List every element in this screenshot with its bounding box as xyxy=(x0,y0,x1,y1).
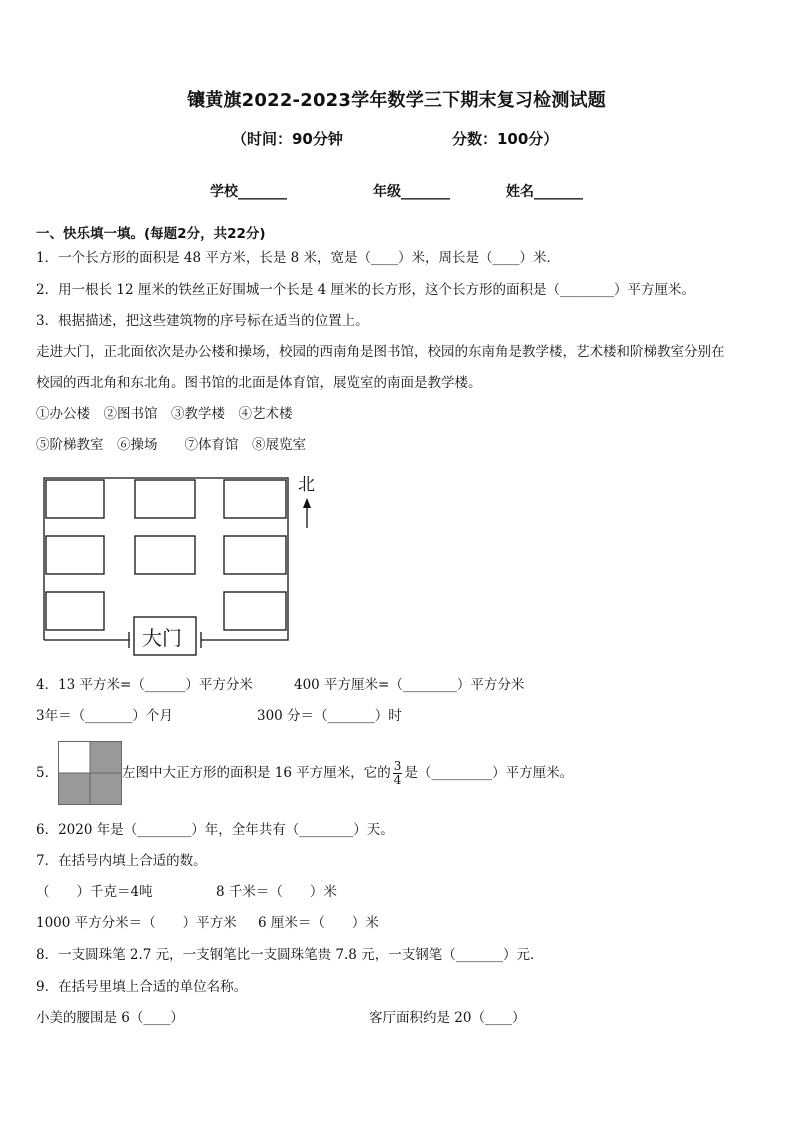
section-heading: 一、快乐填一填。(每题2分，共22分) xyxy=(36,226,266,242)
exam-score: 分数：100分） xyxy=(452,130,559,148)
question-7a: （ ）千克＝4吨 xyxy=(36,884,153,900)
square-shaded-part-1 xyxy=(90,742,122,774)
question-7-lead: 7．在括号内填上合适的数。 xyxy=(36,853,207,869)
question-5-number: 5． xyxy=(36,765,59,781)
north-label: 北 xyxy=(298,475,315,495)
question-3-options-2: ⑤阶梯教室 ⑥操场 ⑦体育馆 ⑧展览室 xyxy=(36,437,306,453)
question-2: 2．用一根长 12 厘米的铁丝正好围城一个长是 4 厘米的长方形，这个长方形的面积是（________）平方厘米。 xyxy=(36,282,696,298)
campus-boundary xyxy=(44,478,288,640)
question-8: 8．一支圆珠笔 2.7 元，一支钢笔比一支圆珠笔贵 7.8 元，一支钢笔（_______）元． xyxy=(36,947,544,963)
question-5-text-after: 是（_________）平方厘米。 xyxy=(404,765,574,781)
question-4a: 4．13 平方米=（______）平方分米 xyxy=(36,677,253,693)
question-5 xyxy=(122,754,573,792)
fraction-numerator: 3 xyxy=(393,759,402,773)
square-shaded-part-3 xyxy=(90,773,122,805)
building-plot-w xyxy=(46,536,104,574)
building-plot-nw xyxy=(46,480,104,518)
fraction xyxy=(393,760,403,787)
school-field: 学校_______ xyxy=(210,184,287,200)
question-3-lead: 3．根据描述，把这些建筑物的序号标在适当的位置上。 xyxy=(36,313,369,329)
building-plot-n xyxy=(135,480,195,518)
question-7c: 1000 平方分米＝（ ）平方米 xyxy=(36,915,237,931)
building-plot-e xyxy=(224,536,286,574)
exam-time: （时间：90分钟 xyxy=(232,130,343,148)
building-plot-ne xyxy=(224,480,286,518)
square-shaded-part-2 xyxy=(59,773,91,805)
question-4b: 400 平方厘米=（________）平方分米 xyxy=(294,677,525,693)
question-7d: 6 厘米＝（ ）米 xyxy=(258,915,379,931)
gate-label: 大门 xyxy=(142,626,182,650)
question-9-lead: 9．在括号里填上合适的单位名称。 xyxy=(36,979,248,995)
campus-map xyxy=(36,470,336,665)
question-4d: 300 分＝（_______）时 xyxy=(257,708,402,724)
fraction-denominator: 4 xyxy=(393,773,402,787)
question-7b: 8 千米＝（ ）米 xyxy=(216,884,337,900)
question-4c: 3年＝（_______）个月 xyxy=(36,708,173,724)
question-3-options-1: ①办公楼 ②图书馆 ③教学楼 ④艺术楼 xyxy=(36,406,293,422)
question-3-desc-1: 走进大门，正北面依次是办公楼和操场，校园的西南角是图书馆，校园的东南角是教学楼，艺术楼和阶梯教室分别在 xyxy=(36,344,725,360)
square-white-part xyxy=(59,742,91,774)
question-3-desc-2: 校园的西北角和东北角。图书馆的北面是体育馆，展览室的南面是教学楼。 xyxy=(36,375,482,391)
square-figure xyxy=(58,741,124,805)
building-plot-se xyxy=(224,592,286,630)
name-field: 姓名_______ xyxy=(506,184,583,200)
north-arrow-icon xyxy=(303,498,311,508)
question-6: 6．2020 年是（________）年，全年共有（________）天。 xyxy=(36,822,394,838)
building-plot-sw xyxy=(46,592,104,630)
question-9a: 小美的腰围是 6（____） xyxy=(36,1010,184,1026)
building-plot-center xyxy=(135,536,195,574)
question-1: 1．一个长方形的面积是 48 平方米，长是 8 米，宽是（____）米，周长是（____）米． xyxy=(36,250,561,266)
page-title: 镶黄旗2022-2023学年数学三下期末复习检测试题 xyxy=(187,90,606,111)
question-5-text-before: 左图中大正方形的面积是 16 平方厘米，它的 xyxy=(122,765,391,781)
question-9b: 客厅面积约是 20（____） xyxy=(369,1010,526,1026)
grade-field: 年级_______ xyxy=(373,184,450,200)
